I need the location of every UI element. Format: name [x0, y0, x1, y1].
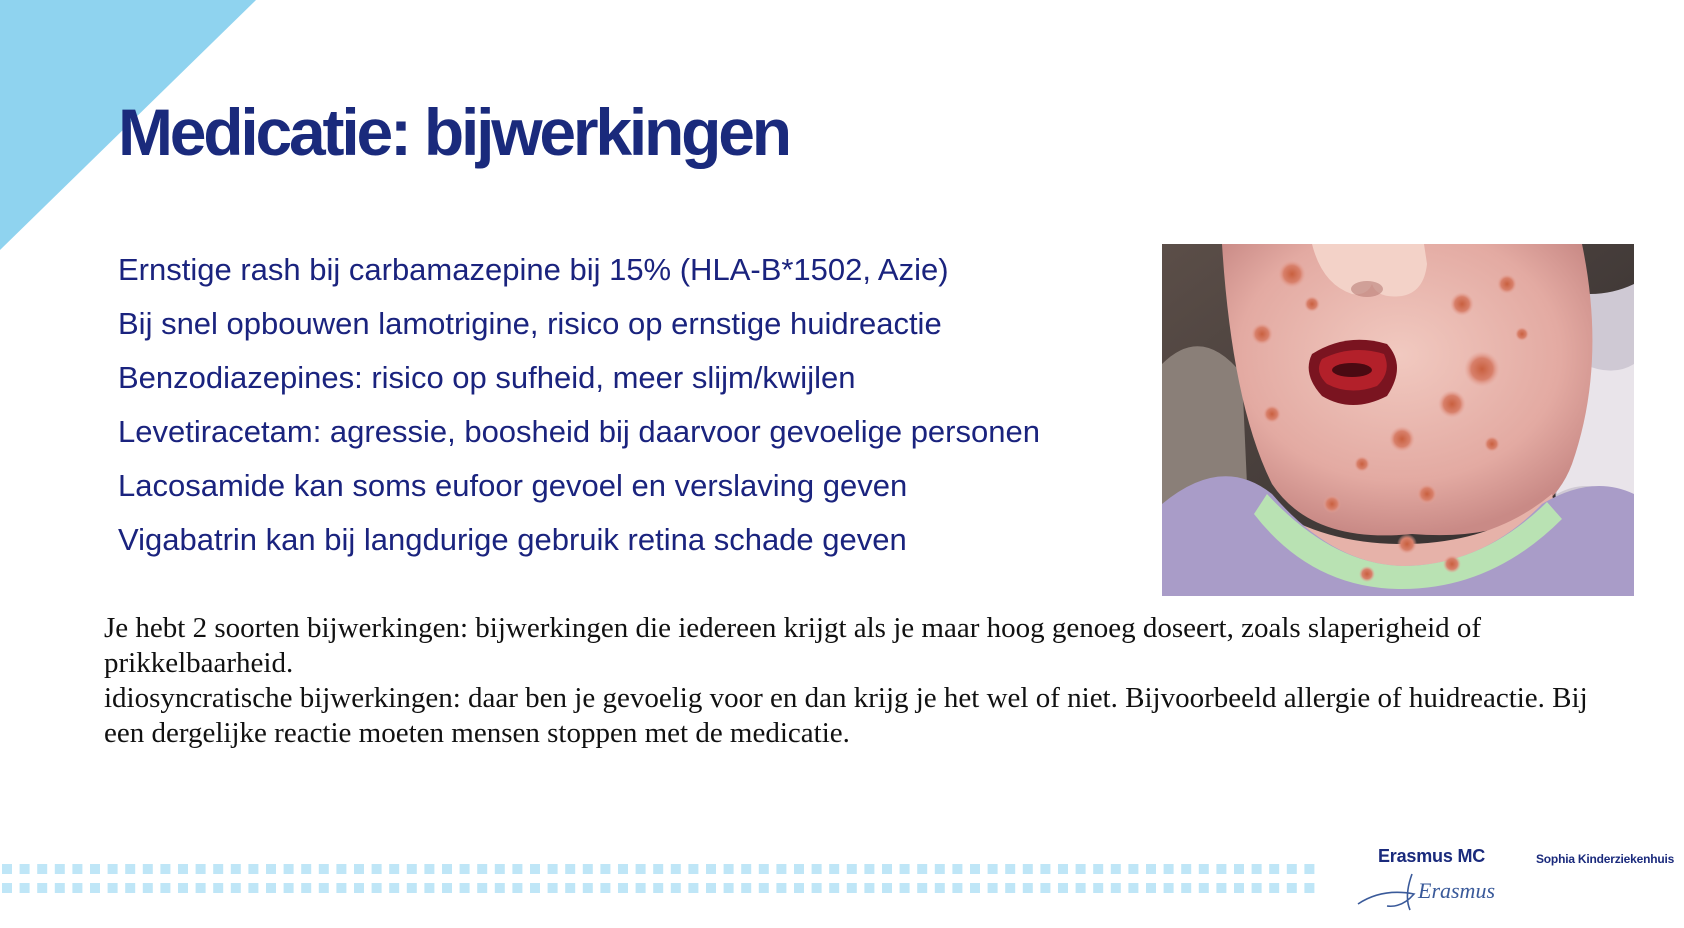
footer-dot: [1304, 864, 1314, 874]
bullet-item: Levetiracetam: agressie, boosheid bij daarvoor gevoelige personen: [118, 414, 1040, 449]
footer-dot: [724, 883, 734, 893]
footer-dot: [284, 883, 294, 893]
footer-dot: [336, 883, 346, 893]
footer-dot: [900, 864, 910, 874]
footer-dot: [618, 883, 628, 893]
footer-dot: [671, 864, 681, 874]
footer-dot: [794, 883, 804, 893]
footer-dot: [1234, 883, 1244, 893]
footer-dot: [548, 883, 558, 893]
footer-dot: [1023, 883, 1033, 893]
footer-dot: [512, 864, 522, 874]
bullet-item: Bij snel opbouwen lamotrigine, risico op ernstige huidreactie: [118, 306, 942, 341]
footer-dot: [1111, 864, 1121, 874]
footer-dot: [319, 864, 329, 874]
footer-dot: [618, 864, 628, 874]
footer-dot: [1076, 883, 1086, 893]
footer-dot: [1164, 883, 1174, 893]
signature-text: Erasmus: [1418, 878, 1496, 903]
footer-dot: [794, 864, 804, 874]
footer-dot: [196, 864, 206, 874]
footer-dot: [407, 864, 417, 874]
footer-dot: [178, 864, 188, 874]
sophia-kinderziekenhuis-logo: Sophia Kinderziekenhuis: [1536, 852, 1675, 866]
footer-dot: [829, 883, 839, 893]
footer-dot: [600, 864, 610, 874]
footer-dot: [1023, 864, 1033, 874]
footer-dot: [917, 883, 927, 893]
footer-dot: [231, 864, 241, 874]
note-paragraph: idiosyncratische bijwerkingen: daar ben je gevoelig voor en dan krijg je het wel of niet. Bijvoorbeeld allergie of huidreactie. Bij een dergelijke reactie moeten mensen stoppen met de medicatie.: [104, 682, 1588, 749]
footer-dot: [671, 883, 681, 893]
footer-dot: [2, 883, 12, 893]
footer-dot: [213, 864, 223, 874]
footer-dot: [266, 883, 276, 893]
footer-dot: [688, 883, 698, 893]
footer-dot: [917, 864, 927, 874]
footer-dot: [389, 883, 399, 893]
footer-dot: [266, 864, 276, 874]
footer-dot: [460, 864, 470, 874]
footer-dot: [1005, 883, 1015, 893]
footer-dot: [1199, 883, 1209, 893]
footer-dot: [1040, 864, 1050, 874]
footer-dot: [125, 864, 135, 874]
slide-title: Medicatie: bijwerkingen: [118, 95, 789, 169]
footer-dot: [1128, 864, 1138, 874]
footer-dot: [935, 883, 945, 893]
footer-dot: [1304, 883, 1314, 893]
footer-dot: [20, 864, 30, 874]
footer-dot: [55, 864, 65, 874]
footer-dot: [706, 864, 716, 874]
footer-dot: [847, 864, 857, 874]
footer-dot: [741, 883, 751, 893]
footer-dot: [407, 883, 417, 893]
footer-dot: [477, 864, 487, 874]
footer-dot: [55, 883, 65, 893]
footer-dot: [653, 864, 663, 874]
bullet-item: Ernstige rash bij carbamazepine bij 15% (HLA-B*1502, Azie): [118, 252, 949, 287]
rash-photo: [1162, 244, 1634, 596]
footer-dot: [90, 864, 100, 874]
footer-dot: [759, 864, 769, 874]
footer-dot: [864, 864, 874, 874]
note-paragraph: Je hebt 2 soorten bijwerkingen: bijwerkingen die iedereen krijgt als je maar hoog genoeg doseert, zoals slaperigheid of prikkelbaarheid.: [104, 612, 1482, 679]
footer-dot: [1146, 883, 1156, 893]
footer-dot: [1199, 864, 1209, 874]
footer-dot: [776, 883, 786, 893]
footer-dot: [935, 864, 945, 874]
footer-dot: [37, 864, 47, 874]
footer-dot: [1269, 864, 1279, 874]
footer-dot: [90, 883, 100, 893]
footer-dot: [688, 864, 698, 874]
footer-dot: [970, 883, 980, 893]
footer-dot: [2, 864, 12, 874]
footer-dot: [565, 864, 575, 874]
footer-dot: [583, 864, 593, 874]
footer-dot: [1269, 883, 1279, 893]
footer-dot: [1058, 883, 1068, 893]
footer-dot: [213, 883, 223, 893]
footer-dot: [882, 883, 892, 893]
footer-dot: [988, 883, 998, 893]
footer-dot: [301, 864, 311, 874]
footer-dot: [354, 883, 364, 893]
footer-dot: [372, 864, 382, 874]
footer-dot: [530, 864, 540, 874]
erasmus-signature-logo: [1352, 866, 1522, 916]
footer-dot: [882, 864, 892, 874]
footer-dot: [653, 883, 663, 893]
footer-dot: [759, 883, 769, 893]
footer-dot: [952, 864, 962, 874]
footer-dot: [442, 883, 452, 893]
footer-dot: [1093, 883, 1103, 893]
footer-dot: [442, 864, 452, 874]
footer-dot: [829, 864, 839, 874]
footer-dot: [1216, 864, 1226, 874]
footer-dot: [1076, 864, 1086, 874]
footer-dot: [548, 864, 558, 874]
footer-dot: [424, 864, 434, 874]
footer-dot: [776, 864, 786, 874]
footer-dot: [248, 883, 258, 893]
footer-dot: [389, 864, 399, 874]
footer-dot: [1252, 883, 1262, 893]
footer-dot: [1040, 883, 1050, 893]
footer-dot: [970, 864, 980, 874]
footer-dot: [477, 883, 487, 893]
footer-dot: [530, 883, 540, 893]
footer-dot: [495, 883, 505, 893]
footer-dot: [847, 883, 857, 893]
footer-dot: [1058, 864, 1068, 874]
footer-dot: [108, 864, 118, 874]
footer-dot: [1234, 864, 1244, 874]
footer-dot: [196, 883, 206, 893]
footer-dot: [143, 864, 153, 874]
footer-dot: [1111, 883, 1121, 893]
footer-dot: [583, 883, 593, 893]
footer-dot: [636, 883, 646, 893]
footer-dot: [1181, 864, 1191, 874]
footer-dot: [72, 864, 82, 874]
footer-dot: [988, 864, 998, 874]
bullet-list: [118, 243, 1138, 567]
footer-dot: [1216, 883, 1226, 893]
dotted-footer-band: [0, 862, 1325, 896]
bullet-item: Vigabatrin kan bij langdurige gebruik retina schade geven: [118, 522, 907, 557]
footer-dot: [636, 864, 646, 874]
footer-dot: [301, 883, 311, 893]
footer-dot: [372, 883, 382, 893]
footer-dot: [724, 864, 734, 874]
footer-dot: [178, 883, 188, 893]
footer-dot: [424, 883, 434, 893]
footer-dot: [336, 864, 346, 874]
footer-dot: [108, 883, 118, 893]
footer-dot: [319, 883, 329, 893]
footer-dot: [1146, 864, 1156, 874]
footer-dot: [354, 864, 364, 874]
footer-dot: [1287, 883, 1297, 893]
footer-dot: [812, 883, 822, 893]
footer-dot: [706, 883, 716, 893]
footer-dot: [741, 864, 751, 874]
footer-dot: [864, 883, 874, 893]
footer-dot: [248, 864, 258, 874]
footer-dot: [231, 883, 241, 893]
footer-dot: [460, 883, 470, 893]
footer-dot: [565, 883, 575, 893]
footer-dot: [1164, 864, 1174, 874]
footer-dot: [512, 883, 522, 893]
bullet-item: Lacosamide kan soms eufoor gevoel en verslaving geven: [118, 468, 908, 503]
footer-dot: [495, 864, 505, 874]
footer-dot: [143, 883, 153, 893]
footer-dot: [900, 883, 910, 893]
speaker-notes: [104, 611, 1624, 751]
footer-dot: [952, 883, 962, 893]
footer-dot: [284, 864, 294, 874]
rash-photo-illustration: [1162, 244, 1634, 596]
erasmus-mc-logo: Erasmus MC: [1378, 846, 1486, 866]
footer-dot: [160, 864, 170, 874]
footer-dot: [125, 883, 135, 893]
footer-dot: [1093, 864, 1103, 874]
footer-dot: [160, 883, 170, 893]
footer-dot: [1128, 883, 1138, 893]
footer-dot: [1252, 864, 1262, 874]
footer-dot: [72, 883, 82, 893]
footer-dot: [37, 883, 47, 893]
bullet-item: Benzodiazepines: risico op sufheid, meer slijm/kwijlen: [118, 360, 856, 395]
footer-dot: [1287, 864, 1297, 874]
footer-dot: [812, 864, 822, 874]
footer-dot: [20, 883, 30, 893]
footer-dot: [600, 883, 610, 893]
footer-dot: [1181, 883, 1191, 893]
footer-dot: [1005, 864, 1015, 874]
